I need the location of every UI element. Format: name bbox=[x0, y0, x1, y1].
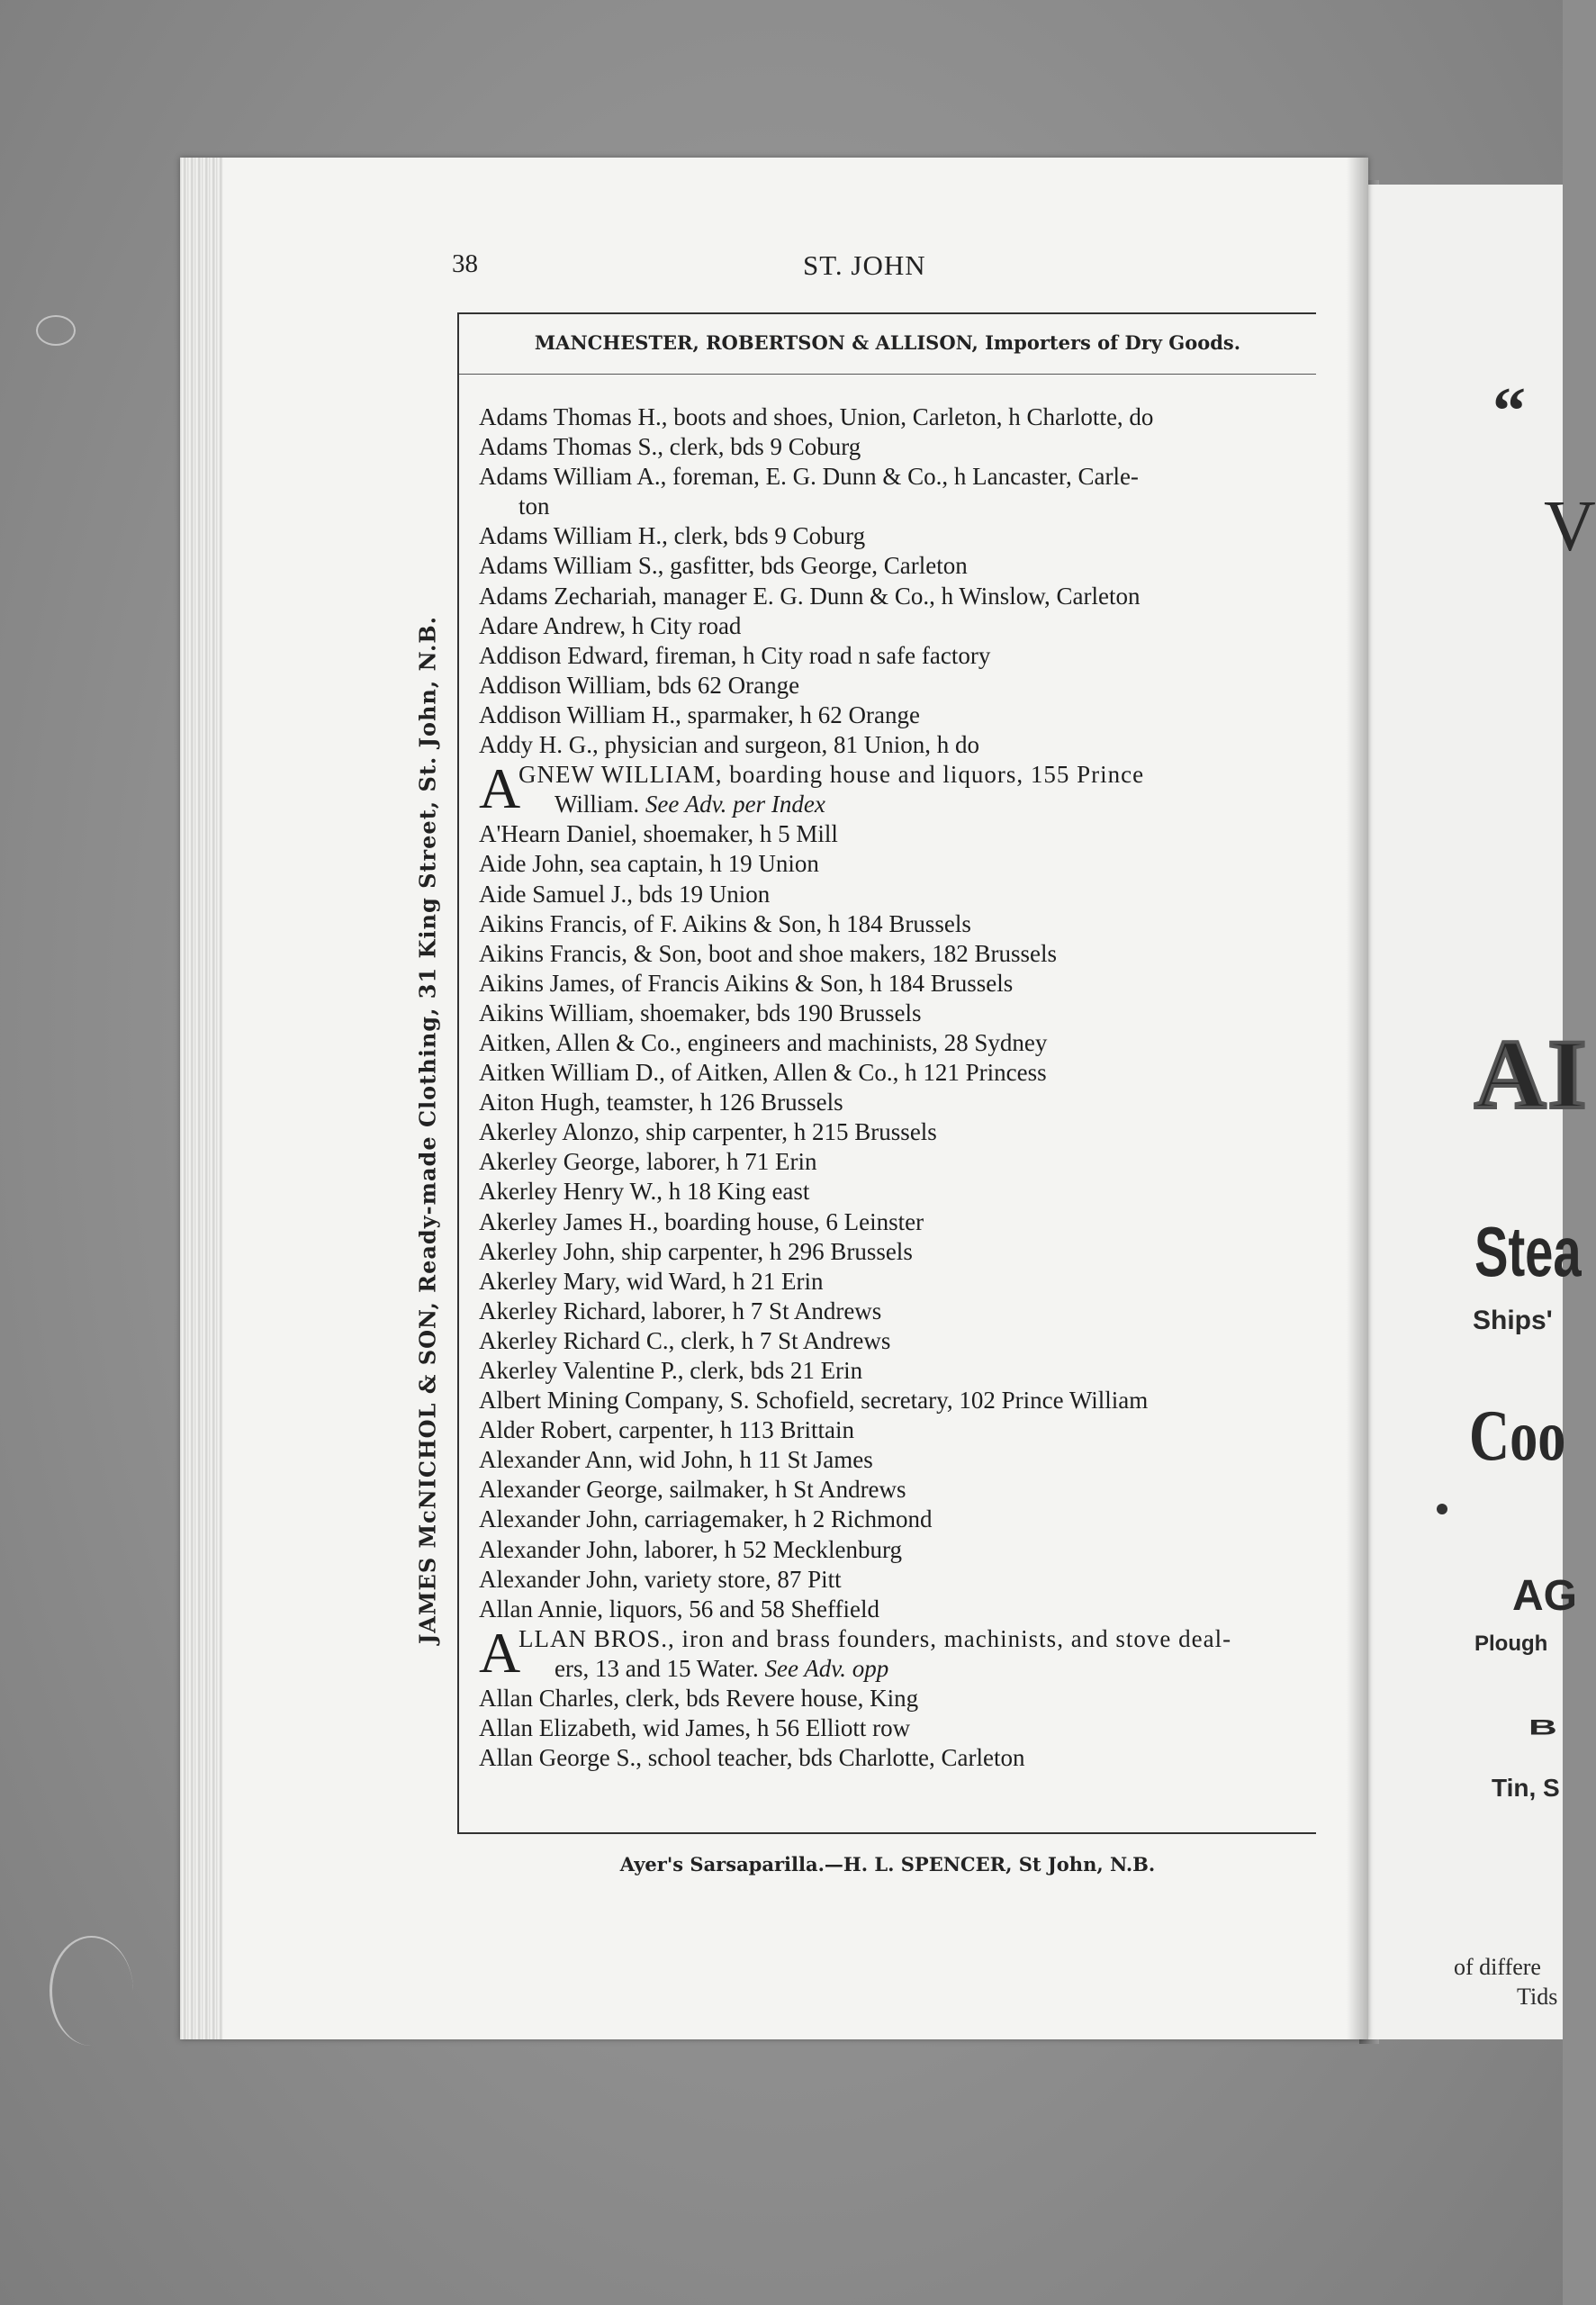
listing-text: Adams Thomas H., boots and shoes, Union, Carleton, h Charlotte, do bbox=[479, 403, 1154, 430]
advertisement-reference: See Adv. per Index bbox=[645, 791, 825, 818]
listing-text: Aide John, sea captain, h 19 Union bbox=[479, 850, 819, 878]
gutter-shadow bbox=[1347, 158, 1368, 2039]
top-advertisement: MANCHESTER, ROBERTSON & ALLISON, Importers of Dry Goods. bbox=[534, 331, 1241, 354]
frame-rule-under-ad bbox=[459, 374, 1316, 375]
listing-text: Adams William A., foreman, E. G. Dunn & Co., h Lancaster, Carle- bbox=[479, 463, 1139, 491]
listing-text: Alexander John, variety store, 87 Pitt bbox=[479, 1565, 842, 1593]
scratch-mark bbox=[36, 315, 76, 346]
listing-text: A'Hearn Daniel, shoemaker, h 5 Mill bbox=[479, 820, 838, 848]
listing-text: Akerley George, laborer, h 71 Erin bbox=[479, 1148, 817, 1176]
listing-text: Alexander Ann, wid John, h 11 St James bbox=[479, 1446, 873, 1474]
side-advertisement-strip bbox=[412, 518, 443, 1742]
listing-entry bbox=[479, 1147, 1325, 1177]
fragment-coo: Coo bbox=[1469, 1397, 1566, 1476]
listing-text: Adams William S., gasfitter, bds George, Carleton bbox=[479, 552, 968, 580]
listing-text: Alexander John, carriagemaker, h 2 Richmond bbox=[479, 1505, 933, 1533]
listing-entry bbox=[479, 1028, 1325, 1058]
listing-entry bbox=[479, 939, 1325, 969]
listing-entry bbox=[479, 1565, 1325, 1595]
running-head: ST. JOHN bbox=[803, 249, 926, 281]
continuation-text: William. bbox=[555, 791, 640, 818]
page-edges bbox=[180, 158, 223, 2039]
continuation-text: ton bbox=[518, 493, 550, 520]
listing-entry bbox=[479, 551, 1325, 581]
listing-text: Allan Charles, clerk, bds Revere house, King bbox=[479, 1685, 919, 1713]
listing-entry bbox=[479, 999, 1325, 1028]
listing-text: Aikins Francis, & Son, boot and shoe makers, 182 Brussels bbox=[479, 939, 1057, 967]
listing-entry bbox=[479, 1415, 1325, 1445]
listing-entry-featured bbox=[479, 756, 1325, 821]
advertisement-reference: See Adv. opp bbox=[764, 1654, 889, 1682]
listing-entry bbox=[479, 641, 1325, 671]
listing-entry bbox=[479, 730, 1325, 760]
listing-text: Allan Elizabeth, wid James, h 56 Elliott row bbox=[479, 1714, 911, 1742]
listing-entry bbox=[479, 849, 1325, 879]
listing-entry bbox=[479, 1505, 1325, 1534]
fragment-ag: AG bbox=[1512, 1572, 1577, 1620]
listing-text: Akerley Valentine P., clerk, bds 21 Erin bbox=[479, 1357, 863, 1384]
bottom-advertisement: Ayer's Sarsaparilla.—H. L. SPENCER, St John, N.B. bbox=[619, 1853, 1156, 1876]
listing-text: Akerley Mary, wid Ward, h 21 Erin bbox=[479, 1267, 824, 1295]
listing-entry bbox=[479, 701, 1325, 730]
listing-entry bbox=[479, 582, 1325, 611]
listing-text: Aitken, Allen & Co., engineers and machinists, 28 Sydney bbox=[479, 1028, 1048, 1056]
fragment-quote: “ bbox=[1492, 375, 1526, 448]
drop-cap-initial: A bbox=[479, 756, 521, 821]
listing-entry bbox=[479, 1326, 1325, 1356]
listing-text: Akerley Richard, laborer, h 7 St Andrews bbox=[479, 1297, 882, 1324]
listing-text: LLAN BROS., iron and brass founders, machinists, and stove deal- bbox=[518, 1624, 1232, 1652]
listing-text: Akerley Richard C., clerk, h 7 St Andrews bbox=[479, 1326, 891, 1354]
drop-cap-initial: A bbox=[479, 1620, 521, 1685]
listing-entry bbox=[479, 1386, 1325, 1415]
listing-text: Akerley Alonzo, ship carpenter, h 215 Brussels bbox=[479, 1118, 937, 1146]
listing-entry bbox=[479, 1475, 1325, 1505]
listing-entry bbox=[479, 521, 1325, 551]
listing-entry bbox=[479, 1743, 1325, 1773]
fragment-v: V bbox=[1544, 487, 1596, 566]
listing-entry-featured bbox=[479, 1620, 1325, 1685]
fragment-tids: Tids bbox=[1517, 1984, 1558, 2010]
directory-page bbox=[180, 158, 1368, 2039]
listing-entry bbox=[479, 432, 1325, 462]
listing-text: Addison Edward, fireman, h City road n safe factory bbox=[479, 641, 991, 669]
fragment-differ: of differe bbox=[1454, 1954, 1541, 1980]
listing-entry bbox=[479, 909, 1325, 939]
listing-text: Addy H. G., physician and surgeon, 81 Union, h do bbox=[479, 731, 979, 759]
listing-entry bbox=[479, 1445, 1325, 1475]
listing-continuation bbox=[479, 492, 1325, 521]
listing-continuation bbox=[518, 1654, 1325, 1684]
listing-text: Addison William H., sparmaker, h 62 Orange bbox=[479, 701, 920, 728]
listing-text: Aikins Francis, of F. Aikins & Son, h 184 Brussels bbox=[479, 909, 971, 937]
listing-text: Adams William H., clerk, bds 9 Coburg bbox=[479, 522, 866, 550]
page-number: 38 bbox=[452, 249, 478, 278]
listing-entry bbox=[479, 1297, 1325, 1326]
listing-text: Akerley James H., boarding house, 6 Leinster bbox=[479, 1207, 924, 1235]
listing-entry bbox=[479, 1713, 1325, 1743]
fragment-plough: Plough bbox=[1474, 1632, 1548, 1656]
fragment-stea: Stea bbox=[1474, 1212, 1582, 1291]
listing-entry bbox=[479, 1535, 1325, 1565]
frame-rule-bottom bbox=[459, 1832, 1316, 1834]
fragment-b: B bbox=[1528, 1715, 1557, 1740]
listing-continuation bbox=[518, 790, 1325, 819]
listing-entry bbox=[479, 611, 1325, 641]
adjacent-page bbox=[1368, 185, 1596, 2039]
fragment-ships: Ships' bbox=[1473, 1306, 1553, 1335]
listing-text: Allan Annie, liquors, 56 and 58 Sheffield bbox=[479, 1595, 879, 1623]
fragment-al: AI bbox=[1474, 1019, 1589, 1129]
listing-entry bbox=[479, 1237, 1325, 1267]
listing-text: Alder Robert, carpenter, h 113 Brittain bbox=[479, 1416, 855, 1444]
frame-rule-top bbox=[459, 312, 1316, 314]
listing-entry bbox=[479, 1356, 1325, 1386]
listing-text: Adams Thomas S., clerk, bds 9 Coburg bbox=[479, 433, 861, 461]
directory-listings bbox=[479, 402, 1325, 1773]
listing-text: Alexander John, laborer, h 52 Mecklenburg bbox=[479, 1535, 903, 1563]
listing-entry bbox=[479, 1267, 1325, 1297]
listing-entry bbox=[479, 1684, 1325, 1713]
listing-entry bbox=[479, 1058, 1325, 1088]
listing-text: Akerley Henry W., h 18 King east bbox=[479, 1178, 810, 1206]
listing-entry bbox=[479, 969, 1325, 999]
listing-entry bbox=[479, 1207, 1325, 1237]
bullet-dot bbox=[1437, 1504, 1447, 1514]
side-advertisement: JAMES McNICHOL & SON, Ready-made Clothing, 31 King Street, St. John, N.B. bbox=[414, 616, 441, 1644]
continuation-text: ers, 13 and 15 Water. bbox=[555, 1654, 759, 1682]
listing-text: Akerley John, ship carpenter, h 296 Brussels bbox=[479, 1237, 913, 1265]
fragment-tin: Tin, S bbox=[1492, 1774, 1560, 1802]
listing-entry bbox=[479, 819, 1325, 849]
listing-text: Alexander George, sailmaker, h St Andrews bbox=[479, 1476, 906, 1504]
listing-text: Adams Zechariah, manager E. G. Dunn & Co., h Winslow, Carleton bbox=[479, 582, 1141, 610]
listing-entry bbox=[479, 1177, 1325, 1207]
listing-text: Albert Mining Company, S. Schofield, secretary, 102 Prince William bbox=[479, 1387, 1149, 1415]
listing-entry bbox=[479, 462, 1325, 521]
listing-text: Aitken William D., of Aitken, Allen & Co., h 121 Princess bbox=[479, 1059, 1047, 1087]
frame-rule-left bbox=[457, 312, 459, 1834]
listing-entry bbox=[479, 1088, 1325, 1117]
listing-text: Aikins William, shoemaker, bds 190 Brussels bbox=[479, 999, 922, 1026]
listing-entry bbox=[479, 671, 1325, 701]
listing-text: GNEW WILLIAM, boarding house and liquors, 155 Prince bbox=[518, 761, 1145, 789]
listing-entry bbox=[479, 402, 1325, 432]
listing-text: Adare Andrew, h City road bbox=[479, 611, 742, 639]
listing-text: Aiton Hugh, teamster, h 126 Brussels bbox=[479, 1089, 843, 1116]
listing-text: Addison William, bds 62 Orange bbox=[479, 671, 800, 699]
scratch-mark bbox=[50, 1936, 133, 2046]
listing-entry bbox=[479, 880, 1325, 909]
listing-entry bbox=[479, 1595, 1325, 1624]
listing-text: Aikins James, of Francis Aikins & Son, h 184 Brussels bbox=[479, 969, 1014, 997]
listing-entry bbox=[479, 1117, 1325, 1147]
listing-text: Aide Samuel J., bds 19 Union bbox=[479, 880, 771, 908]
listing-text: Allan George S., school teacher, bds Charlotte, Carleton bbox=[479, 1744, 1025, 1772]
